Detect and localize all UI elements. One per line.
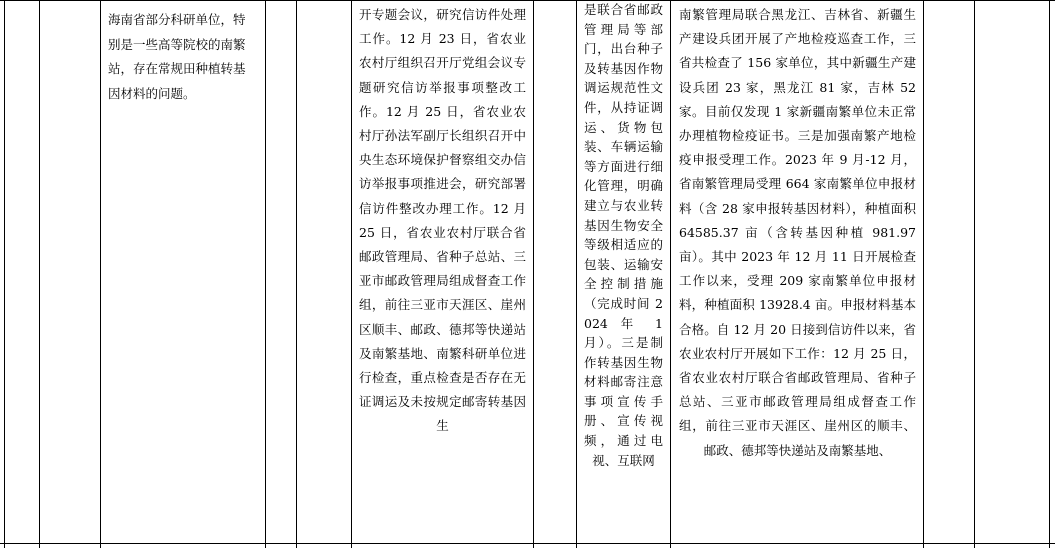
cell-measures [581, 0, 666, 548]
cell-handling-process [354, 0, 530, 548]
column-border [296, 0, 297, 548]
column-border [670, 0, 671, 548]
cell-text: 南繁管理局联合黑龙江、吉林省、新疆生产建设兵团开展了产地检疫巡查工作，三省共检查了 156 家单位，其中新疆生产建设兵团 23 家，黑龙江 81 家，吉林 52 家。目前仅发现 1 家新疆南繁单位未正常办理植物检疫证书。三是加强南繁产地检疫申报受理工作。2023 年 9 月-12 月，省南繁管理局受理 664 家南繁单位申报材料（含 28 家申报转基因材料），种植面积 64585.37 亩（含转基因种植 981.97 亩）。其中 2023 年 12 月 11 日开展检查工作以来，受理 209 家南繁单位申报材料，种植面积 13928.4 亩。申报材料基本合格。自 12 月 20 日接到信访件以来，省农业农村厅开展如下工作：12 月 25 日，省农业农村厅联合省邮政管理局、省种子总站、三亚市邮政管理局组成督查工作组，前往三亚市天涯区、崖州区的顺丰、邮政、德邦等快递站及南繁基地、 [679, 7, 916, 458]
column-border [1049, 0, 1050, 548]
cell-findings [675, 0, 919, 548]
cell-text: 开专题会议，研究信访件处理工作。12 月 23 日，省农业农村厅组织召开厅党组会议专题研究信访举报事项整改工作。12 月 25 日，省农业农村厅孙法军副厅长组织召开中央生态环境保护督察组交办信访举报事项推进会，研究部署信访件整改办理工作。12 月 25 日，省农业农村厅联合省邮政管理局、省种子总站、三亚市邮政管理局组成督查工作组，前往三亚市天涯区、崖州区顺丰、邮政、德邦等快递站及南繁基地、南繁科研单位进行检查，重点检查是否存在无证调运及未按规定邮寄转基因生 [359, 7, 526, 434]
column-border [100, 0, 101, 548]
cell-problem-description [104, 0, 261, 548]
column-border [533, 0, 534, 548]
cell-text: 是联合省邮政管理局等部门，出台种子及转基因作物调运规范性文件，从持证调运、货物包装、车辆运输等方面进行细化管理，明确建立与农业转基因生物安全等级相适应的包装、运输安全控制措施（完成时间 2024 年 1 月）。三是制作转基因生物材料邮寄注意事项宣传手册、宣传视频，通过电视、互联网 [584, 2, 663, 468]
column-border [39, 0, 40, 548]
column-border [4, 0, 5, 548]
column-border [576, 0, 577, 548]
column-border [923, 0, 924, 548]
column-border [351, 0, 352, 548]
column-border [265, 0, 266, 548]
cell-text: 海南省部分科研单位，特别是一些高等院校的南繁站，存在常规田种植转基因材料的问题。 [108, 12, 246, 101]
column-border [974, 0, 975, 548]
